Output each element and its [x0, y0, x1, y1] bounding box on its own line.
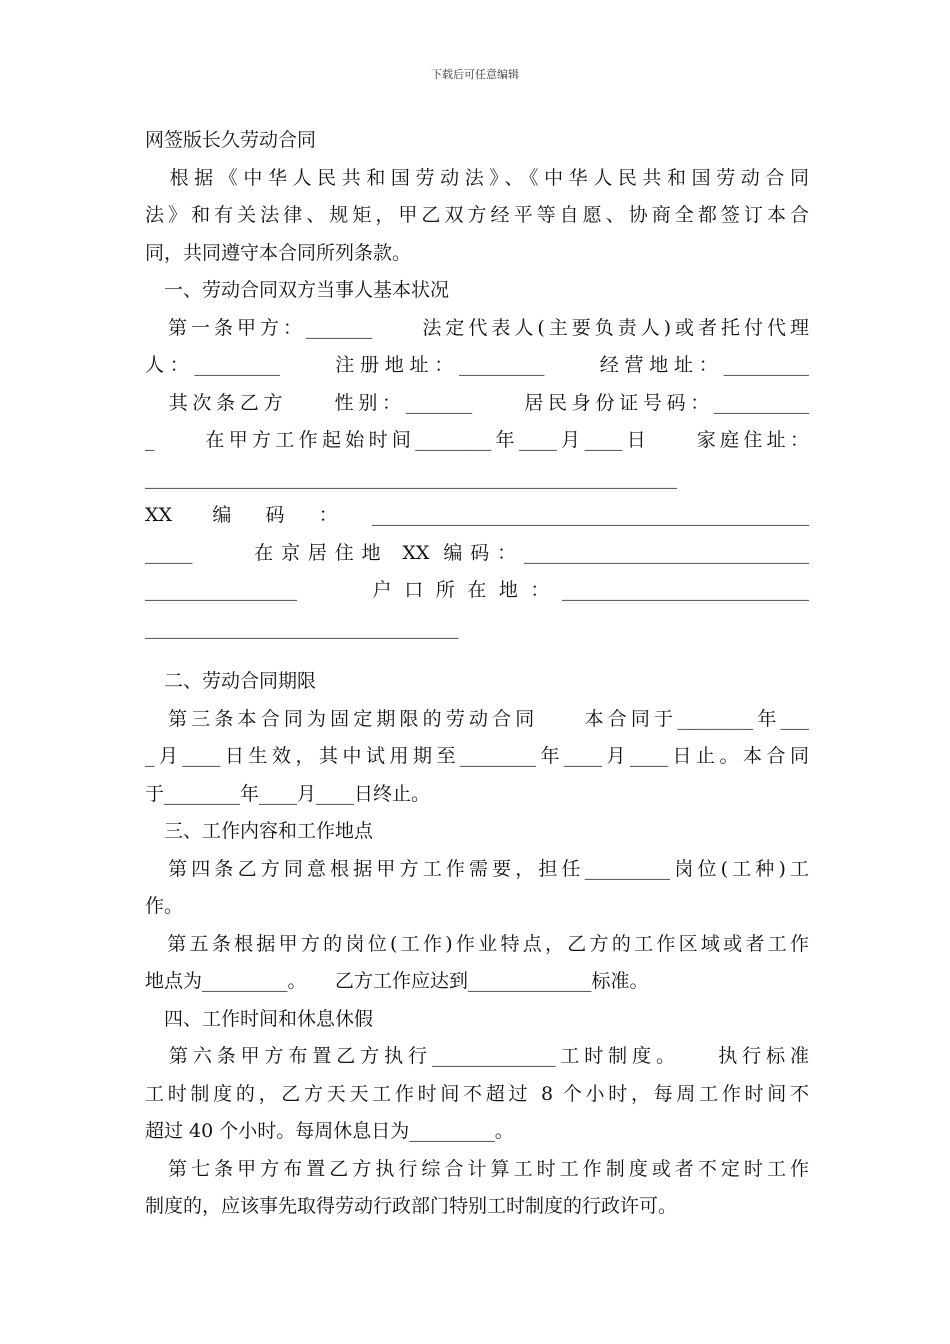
- text-line: 第四条乙方同意根据甲方工作需要，担任_________岗位(工种)工: [145, 857, 809, 880]
- text-line: _月____日生效，其中试用期至________年____月____日止。本合同: [145, 745, 809, 767]
- paragraph-spacer: [145, 647, 809, 663]
- text-line: 第六条甲方布置乙方执行_____________工时制度。 执行标准: [145, 1045, 809, 1067]
- text-line: _ 在甲方工作起始时间________年____月____日 家庭住址：: [145, 429, 809, 451]
- text-line: 制度的，应该事先取得劳动行政部门特别工时制度的行政许可。: [145, 1195, 678, 1217]
- text-line: 四、工作时间和休息休假: [145, 1007, 374, 1030]
- text-line: ________________ 户口所在地：__________________________: [145, 579, 809, 601]
- text-line: 第七条甲方布置乙方执行综合计算工时工作制度或者不定时工作: [145, 1157, 809, 1180]
- text-line: 于________年____月____日终止。: [145, 782, 431, 805]
- text-line: _________________________________: [145, 616, 459, 639]
- text-line: 二、劳动合同期限: [145, 670, 317, 692]
- text-line: 法》和有关法律、规矩，甲乙双方经平等自愿、协商全都签订本合: [145, 204, 809, 226]
- document-title: 网签版长久劳动合同: [145, 129, 317, 151]
- text-line: 超过 40 个小时。每周休息日为_________。: [145, 1120, 514, 1142]
- text-line: 同，共同遵守本合同所列条款。: [145, 241, 412, 264]
- text-line: ________________________________________________________: [145, 466, 677, 489]
- text-line: 一、劳动合同双方当事人基本状况: [145, 279, 450, 301]
- text-line: 工时制度的，乙方天天工作时间不超过 8 个小时，每周工作时间不: [145, 1082, 809, 1105]
- page-header-note: 下载后可任意编辑: [431, 68, 519, 81]
- text-line: 作。: [145, 895, 184, 917]
- text-line: XX 编码：______________________________________________: [145, 504, 809, 526]
- contract-body: [145, 122, 809, 1226]
- text-line: 地点为_________。 乙方工作应达到_____________标准。: [145, 970, 649, 992]
- text-line: 第三条本合同为固定期限的劳动合同 本合同于________年___: [145, 707, 809, 730]
- text-line: 人：_________ 注册地址：_________ 经营地址：_________: [145, 354, 809, 376]
- text-line: 其次条乙方 性别：_______ 居民身份证号码：__________: [145, 391, 809, 414]
- text-line: 三、工作内容和工作地点: [145, 820, 374, 842]
- text-line: 第五条根据甲方的岗位(工作)作业特点，乙方的工作区域或者工作: [145, 932, 809, 955]
- text-line: 第一条甲方：_______ 法定代表人(主要负责人)或者托付代理: [145, 316, 809, 339]
- text-line: _____ 在京居住地 XX 编码：______________________________: [145, 541, 809, 564]
- text-line: 根据《中华人民共和国劳动法》、《中华人民共和国劳动合同: [145, 166, 809, 189]
